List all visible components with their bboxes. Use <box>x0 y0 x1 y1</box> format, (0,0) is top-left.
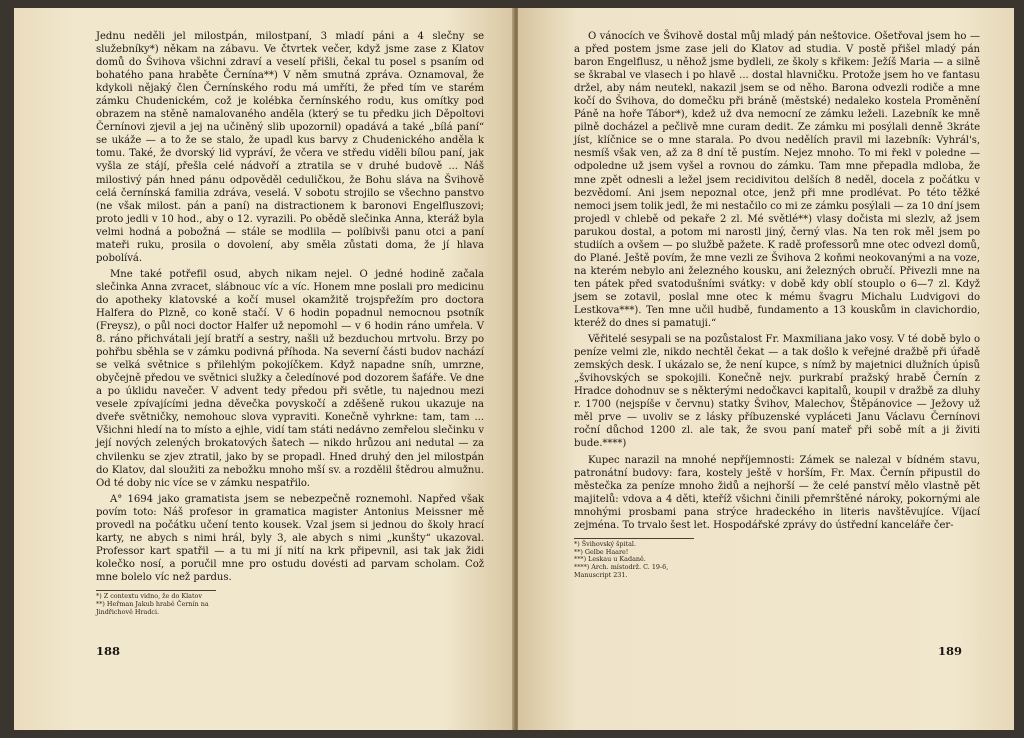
footnote: ****) Arch. místodrž. C. 19-6, Manuscript 231. <box>574 563 669 579</box>
paragraph: O vánocích ve Švihově dostal můj mladý pán neštovice. Ošetřoval jsem ho — a před postem jsme zase jeli do Klatov ad studia. V postě přišel mladý pán baron Engelflusz, u něhož jsme bydleli, ze školy s křikem: Ježíš Maria — a silně se škrabal ve vlasech i po hlavě ... dostal hlavničku. Protože jsem ho ve fantasu držel, aby nám neutekl, nakazil jsem se od něho. Barona odvezli rodiče a mne kočí do Švihova, do domečku při bráně (městské) nedaleko kostela Proměnění Páně na hoře Tábor*), kdež už dva nemocní ze zámku leželi. Lazebník ke mně pilně docházel a pečlivě mne curam dedit. Ze zámku mi posýlali denně 3kráte jíst, klíčnice se o mne starala. Po dvou nedělích pravil mi lazebník: Vyhrál's, nesmíš však ven, až za 8 dní tě pustím. Nejez mnoho. To mi řekl v poledne — odpoledne už jsem vyšel a rovnou do zámku. Tam mne přepadla mdloba, že mne zpět odnesli a ležel jsem recidivitou delších 8 neděl, docela z počátku v bezvědomí. Ani jsem nepoznal otce, jenž při mne prodlévat. Po této těžké nemoci jsem tolik jedl, že mi nestačilo co mi ze zámku posýlali — za 10 dní jsem projedl v chlebě od pekaře 2 zl. Mé světlé**) vlasy dočista mi slezlv, až jsem parukou dostal, a potom mi narostl jiný, černý vlas. Na ten rok měl jsem po studiích a ovšem — po službě pažete. K radě professorů mne otec odvezl domů, do Plané. Ještě povím, že mne vezli ze Švihova 2 koňmi neokovanými a na voze, na kterém nebylo ani železného kousku, ani železných obručí. Přivezli mne na ten pátek před svatodušními svátky: v době kdy oblí stouplo o 6—7 zl. Když jsem se zotavil, poslal mne otec k mému švagru Michalu Ludvigovi do Lestkova***). Ten mne učil hudbě, fundamento a 13 kouskům in clavichordio, kteréž do dnes si pamatuji.“ <box>574 31 980 330</box>
right-page <box>518 8 1014 730</box>
page-number: 189 <box>937 644 962 658</box>
page-number: 188 <box>96 644 121 658</box>
footnote: *) Švihovský špital. <box>574 539 636 548</box>
footnotes <box>574 538 694 580</box>
right-page-text <box>574 30 980 532</box>
footnote: **) Heřman Jakub hrabě Černín na Jindřichově Hradci. <box>96 599 209 616</box>
paragraph: Jednu neděli jel milostpán, milostpaní, 3 mladí páni a 4 slečny se služebníky*) někam na zábavu. Ve čtvrtek večer, když jsme zase z Klatov domů do Švihova všichni zdraví a veselí přišli, čekal tu posel s psaním od bohatého pana hraběte Černína**) V něm smutná zpráva. Oznamoval, že kdykoli nějaký člen Černínského rodu má umříti, že před tím ve starém zámku Chudenickém, což je kolébka černínského rodu, kus omítky pod obrazem na stěně namalovaného anděla (který se tu předku jich Děpoltovi Černínovi zjevil a jej na učiněný slib upozornil) opadává a také „bílá paní“ se ukáže — a to že se stalo, že upadl kus barvy z Chudenického anděla k tomu. Také, že dvorský lid vypráví, že včera ve středu viděli bílou paní, jak vyšla ze stájí, přešla celé nádvoří a ztratila se v druhé budově ... Náš milostivý pán hned pánu odpověděl ceduličkou, že Bohu sláva na Švihově celá černínská familia zdráva, veselá. V sobotu strojilo se všechno panstvo (ne však milost. pán a paní) na distractionem k baronovi Engelfluszovi; proto jedli v 10 hod., aby o 12. vyrazili. Po obědě slečinka Anna, kteráž byla velmi hodná a pobožná — stále se modlila — políbivši panu otci a paní mateři ruku, prosila o dovolení, aby směla zůstati doma, že jí hlava pobolívá. <box>96 31 484 264</box>
left-page <box>14 8 514 730</box>
footnote: **) Gelbe Haare! <box>574 547 629 556</box>
paragraph: A° 1694 jako gramatista jsem se nebezpečně roznemohl. Napřed však povím toto: Náš profesor in gramatica magister Antonius Meissner mě provedl na počátku učení tento kousek. Vzal jsem si jednou do školy hrací karty, ne abych s nimi hrál, byly 3, ale abych s nimi „kunšty“ ukazoval. Professor kart spatřil — a tu mi jí nití na krk připevnil, asi tak jak židi kolečko nosí, a poručil mne pro ostudu dovésti ad parvam scholam. Což mne bolelo víc než pardus. <box>96 493 484 583</box>
footnote: *) Z contextu vidno, že do Klatov <box>96 591 202 600</box>
footnotes <box>96 590 216 616</box>
footnote: ***) Leskau u Kadaně. <box>574 555 646 564</box>
left-page-text <box>96 30 484 584</box>
paragraph: Věřitelé sesypali se na pozůstalost Fr. Maxmiliana jako vosy. V té době bylo o peníze velmi zle, nikdo nechtěl čekat — a tak došlo k veřejné dražbě při úřadě zemských desk. I ukázalo se, že není kupce, s nímž by majetnici dlužních úpisů „švihovských se spokojili. Konečně nejv. purkrabí pražský hrabě Černín z Hradce dohodnuv se s některými nedočkavci kapitalů, koupil v dražbě za dluhy r. 1700 (nejspíše v červnu) statky Švihov, Malechov, Štěpánovice — Ježovy už měl prve — uvoliv se z lásky příbuzenské vypláceti Janu Václavu Černínovi roční důchod 1200 zl. ale tak, že svou paní mateř při sobě mít a ji živiti bude.****) <box>574 334 980 450</box>
paragraph: Mne také potřefil osud, abych nikam nejel. O jedné hodině začala slečinka Anna zvracet, slábnouc víc a víc. Honem mne poslali pro medicinu do apotheky klatovské a kočí musel okamžitě trojspřežím pro doctora Halfera do Plzně, co koně stačí. V 6 hodin popadnul nemocnou psotník (Freysz), o půl noci doctor Halfer už nepomohl — v 6 hodin ráno umřela. V 8. ráno přichvátali její bratří a sestry, našli už bezduchou mrtvolu. Brzy po pohřbu sběhla se v zámku podivná příhoda. Na severní části budov nachází se velká světnice s přilehlým pokojíčkem. Když napadne sníh, umrzne, obyčejně předou ve světnici služky a čeledínové pod dozorem šafáře. Ve dne a po úklidu navečer. V advent tedy předou při světle, tu najednou mezi vesele zpívajícími jedna děvečka povyskočí a zděšeně rukou ukazuje na dveře světničky, nemohouc slova vypraviti. Konečně vyhrkne: tam, tam ... Všichni hledí na to místo a ejhle, vidí tam státi nedávno zemřelou slečinku v její nových zelených brokatových šatech — nikdo hrůzou ani nedutal — za chvilenku se zjev ztratil, jako by se propadl. Hned druhý den jel milostpán do Klatov, dal sloužiti za nebožku mnoho mší sv. a rozdělil štědrou almužnu. Od té doby nic více se v zámku nespatřilo. <box>96 268 484 489</box>
paragraph: Kupec narazil na mnohé nepříjemnosti: Zámek se nalezal v bídném stavu, patronátní budovy: fara, kostely ještě v horším, Fr. Max. Černín připustil do městečka za peníze mnoho židů a nejhorší — že celé panství mělo vlastně pět majitelů: vdova a 4 děti, kteříž všichni činili přemrštěné nároky, pokornými ale mnohými prosbami pana strýce hradeckého in literis navštěvujíce. Víjací zejména. To trvalo šest let. Hospodářské zprávy do ústřední kanceláře čer- <box>574 454 980 531</box>
